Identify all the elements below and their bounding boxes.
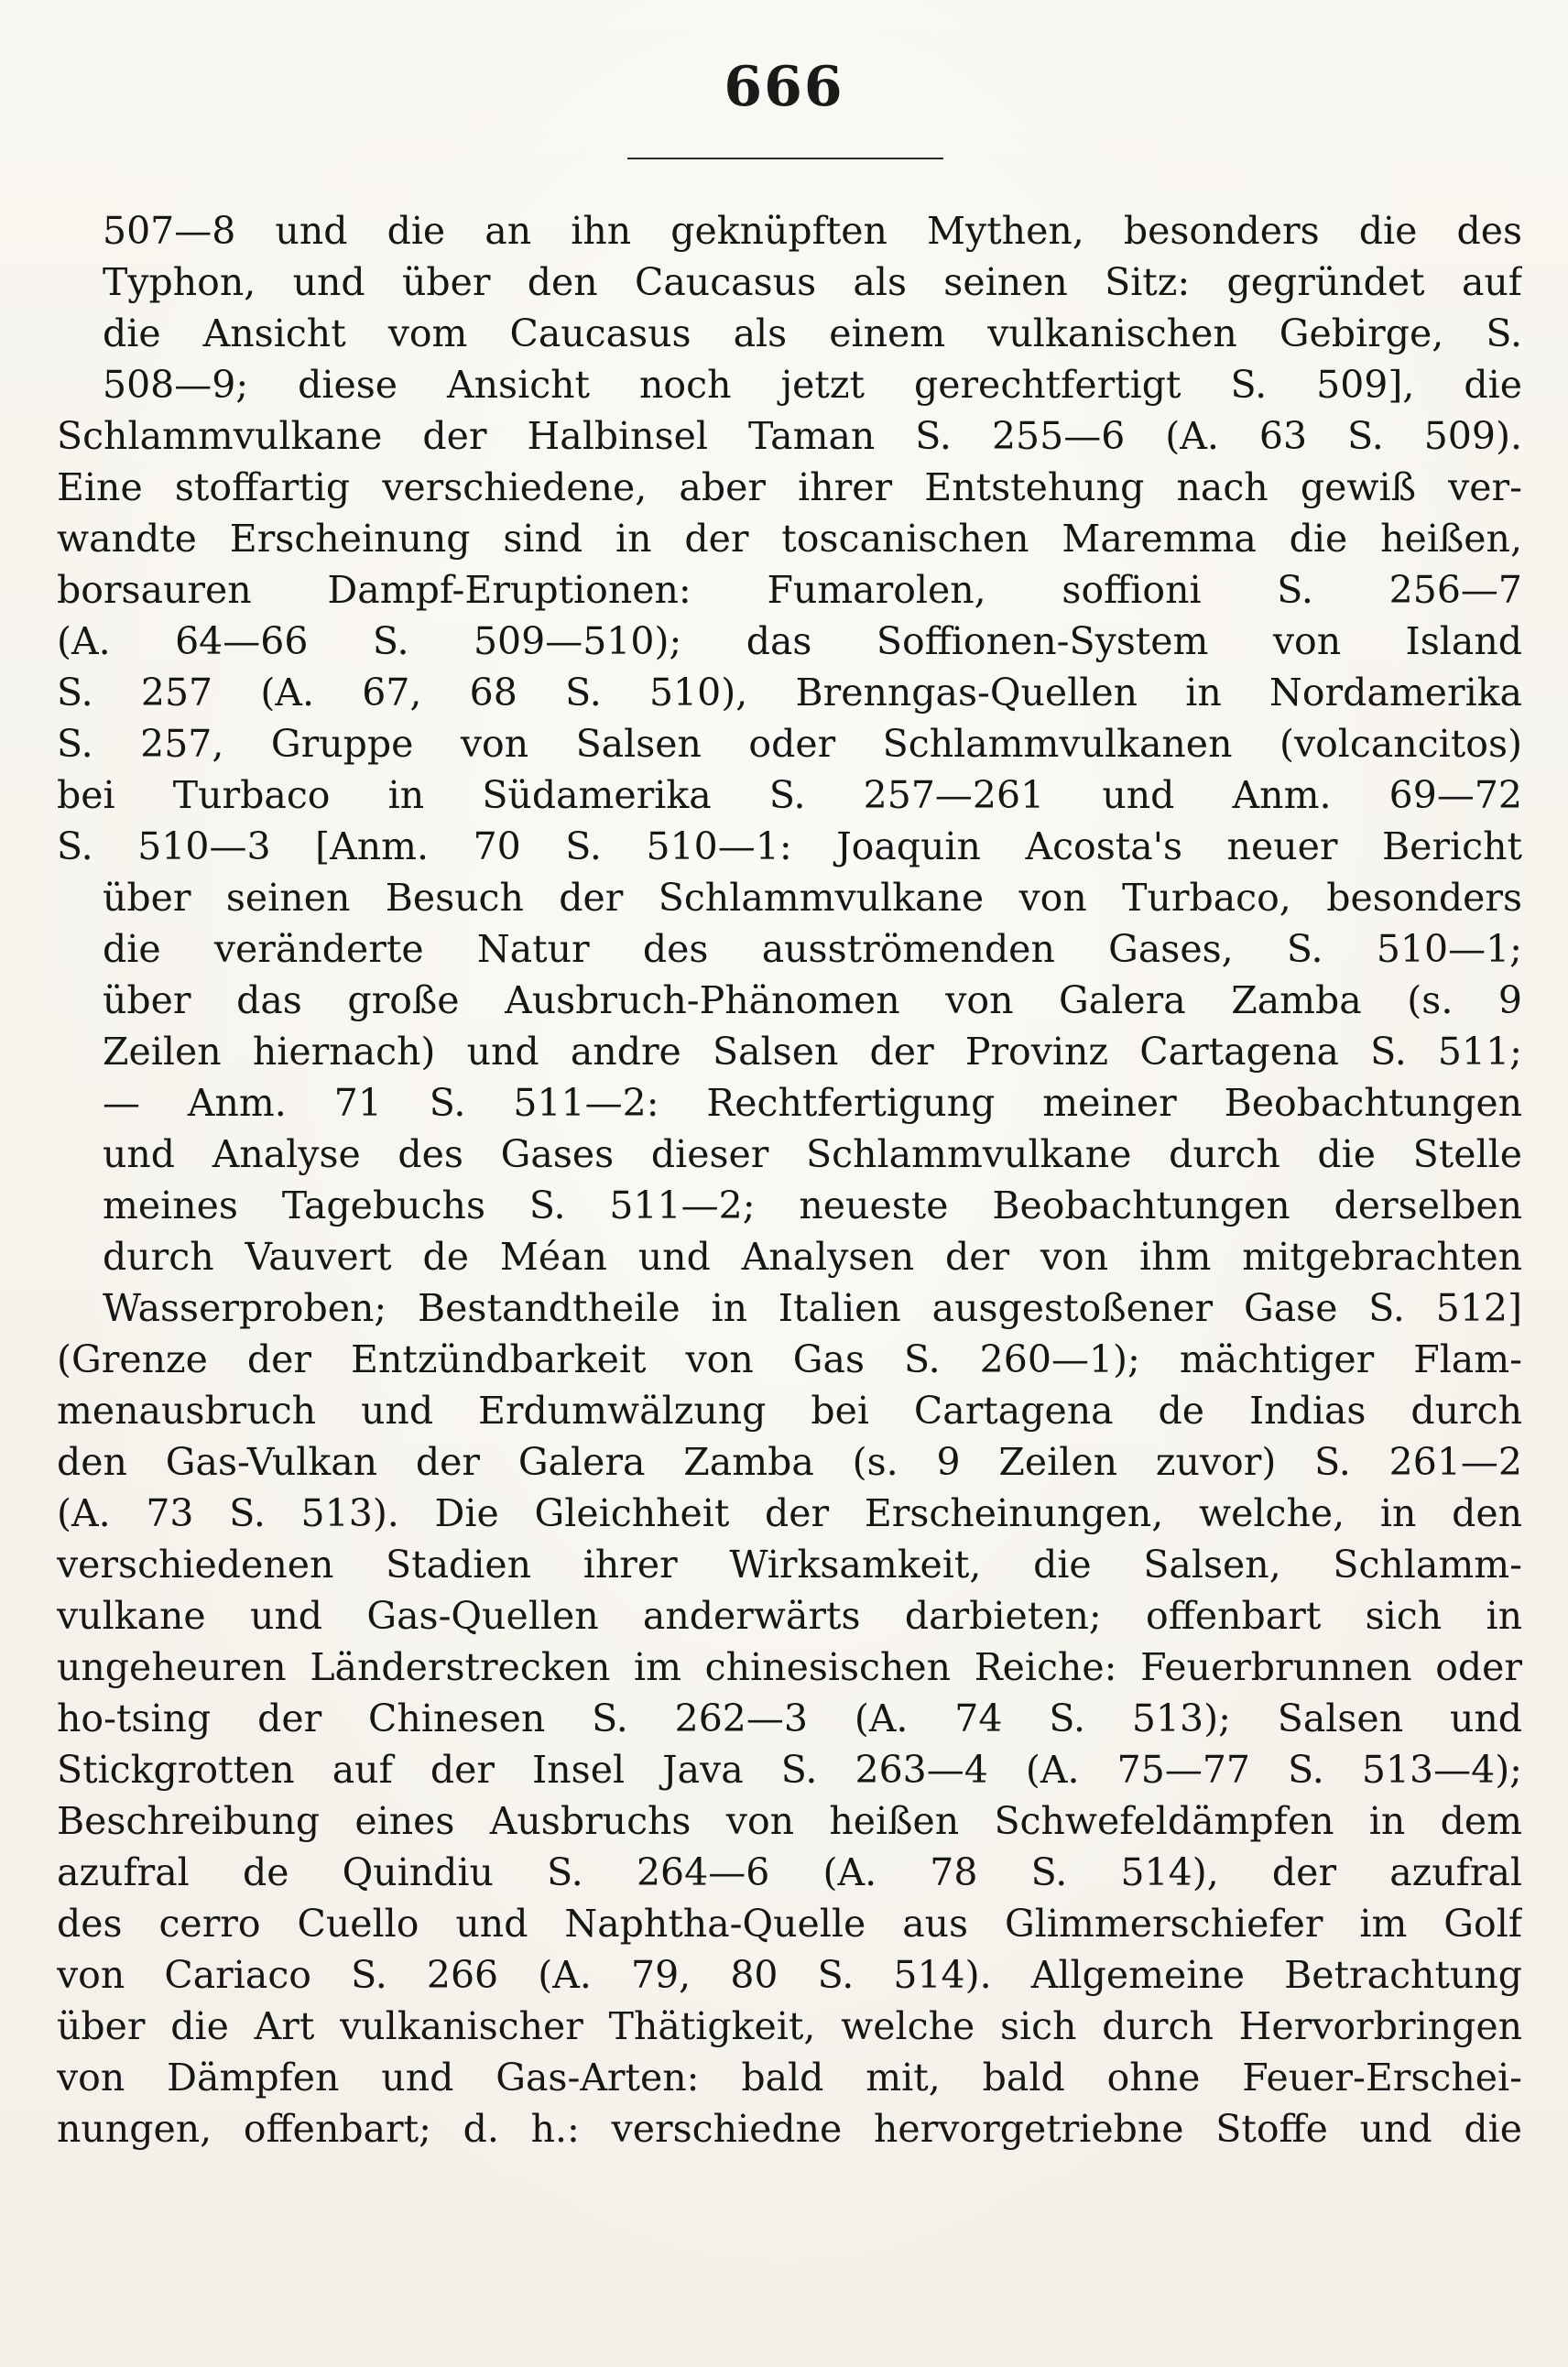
index-text-block	[57, 205, 1522, 2154]
text-line: verschiedenen Stadien ihrer Wirksamkeit, die Salsen, Schlamm-	[57, 1543, 1522, 1587]
text-line: meines Tagebuchs S. 511—2; neueste Beobachtungen derselben	[103, 1184, 1522, 1227]
text-line: Beschreibung eines Ausbruchs von heißen Schwefeldämpfen in dem	[57, 1799, 1522, 1843]
text-line: Zeilen hiernach) und andre Salsen der Provinz Cartagena S. 511;	[103, 1030, 1522, 1074]
text-line: (A. 73 S. 513). Die Gleichheit der Erscheinungen, welche, in den	[57, 1491, 1522, 1535]
text-line: die veränderte Natur des ausströmenden Gases, S. 510—1;	[103, 927, 1522, 971]
header-rule	[627, 158, 943, 159]
text-line: die Ansicht vom Caucasus als einem vulkanischen Gebirge, S.	[103, 311, 1522, 355]
text-line: Wasserproben; Bestandtheile in Italien ausgestoßener Gase S. 512]	[103, 1286, 1522, 1330]
text-line: S. 257 (A. 67, 68 S. 510), Brenngas-Quellen in Nordamerika	[57, 671, 1522, 714]
text-line: über seinen Besuch der Schlammvulkane von Turbaco, besonders	[103, 876, 1522, 920]
text-line: von Dämpfen und Gas-Arten: bald mit, bald ohne Feuer-Erschei-	[57, 2056, 1522, 2100]
text-line: S. 510—3 [Anm. 70 S. 510—1: Joaquin Acosta's neuer Bericht	[57, 824, 1522, 868]
text-line: nungen, offenbart; d. h.: verschiedne hervorgetriebne Stoffe und die	[57, 2107, 1522, 2151]
text-line: ho-tsing der Chinesen S. 262—3 (A. 74 S. 513); Salsen und	[57, 1696, 1522, 1740]
text-line: borsauren Dampf-Eruptionen: Fumarolen, soffioni S. 256—7	[57, 568, 1522, 612]
text-line: menausbruch und Erdumwälzung bei Cartagena de Indias durch	[57, 1389, 1522, 1433]
text-line: durch Vauvert de Méan und Analysen der von ihm mitgebrachten	[103, 1235, 1522, 1279]
text-line: S. 257, Gruppe von Salsen oder Schlammvulkanen (volcancitos)	[57, 722, 1522, 766]
text-line: von Cariaco S. 266 (A. 79, 80 S. 514). Allgemeine Betrachtung	[57, 1953, 1522, 1997]
page-number: 666	[724, 55, 844, 119]
text-line: 507—8 und die an ihn geknüpften Mythen, besonders die des	[103, 209, 1522, 253]
text-line: — Anm. 71 S. 511—2: Rechtfertigung meiner Beobachtungen	[103, 1081, 1522, 1125]
text-line: über das große Ausbruch-Phänomen von Galera Zamba (s. 9	[103, 978, 1522, 1022]
text-line: vulkane und Gas-Quellen anderwärts darbieten; offenbart sich in	[57, 1594, 1522, 1638]
text-line: bei Turbaco in Südamerika S. 257—261 und Anm. 69—72	[57, 773, 1522, 817]
text-line: den Gas-Vulkan der Galera Zamba (s. 9 Zeilen zuvor) S. 261—2	[57, 1440, 1522, 1484]
text-line: Eine stoffartig verschiedene, aber ihrer Entstehung nach gewiß ver-	[57, 465, 1522, 509]
text-line: des cerro Cuello und Naphtha-Quelle aus Glimmerschiefer im Golf	[57, 1902, 1522, 1946]
text-line: wandte Erscheinung sind in der toscanischen Maremma die heißen,	[57, 517, 1522, 561]
text-line: und Analyse des Gases dieser Schlammvulkane durch die Stelle	[103, 1132, 1522, 1176]
text-line: Schlammvulkane der Halbinsel Taman S. 255—6 (A. 63 S. 509).	[57, 414, 1522, 458]
text-line: ungeheuren Länderstrecken im chinesischen Reiche: Feuerbrunnen oder	[57, 1645, 1522, 1689]
text-line: über die Art vulkanischer Thätigkeit, welche sich durch Hervorbringen	[57, 2004, 1522, 2048]
text-line: azufral de Quindiu S. 264—6 (A. 78 S. 514), der azufral	[57, 1850, 1522, 1894]
text-line: Stickgrotten auf der Insel Java S. 263—4 (A. 75—77 S. 513—4);	[57, 1748, 1522, 1792]
text-line: 508—9; diese Ansicht noch jetzt gerechtfertigt S. 509], die	[103, 363, 1522, 407]
text-line: (A. 64—66 S. 509—510); das Soffionen-System von Island	[57, 619, 1522, 663]
text-line: Typhon, und über den Caucasus als seinen Sitz: gegründet auf	[103, 260, 1522, 304]
text-line: (Grenze der Entzündbarkeit von Gas S. 260—1); mächtiger Flam-	[57, 1337, 1522, 1381]
